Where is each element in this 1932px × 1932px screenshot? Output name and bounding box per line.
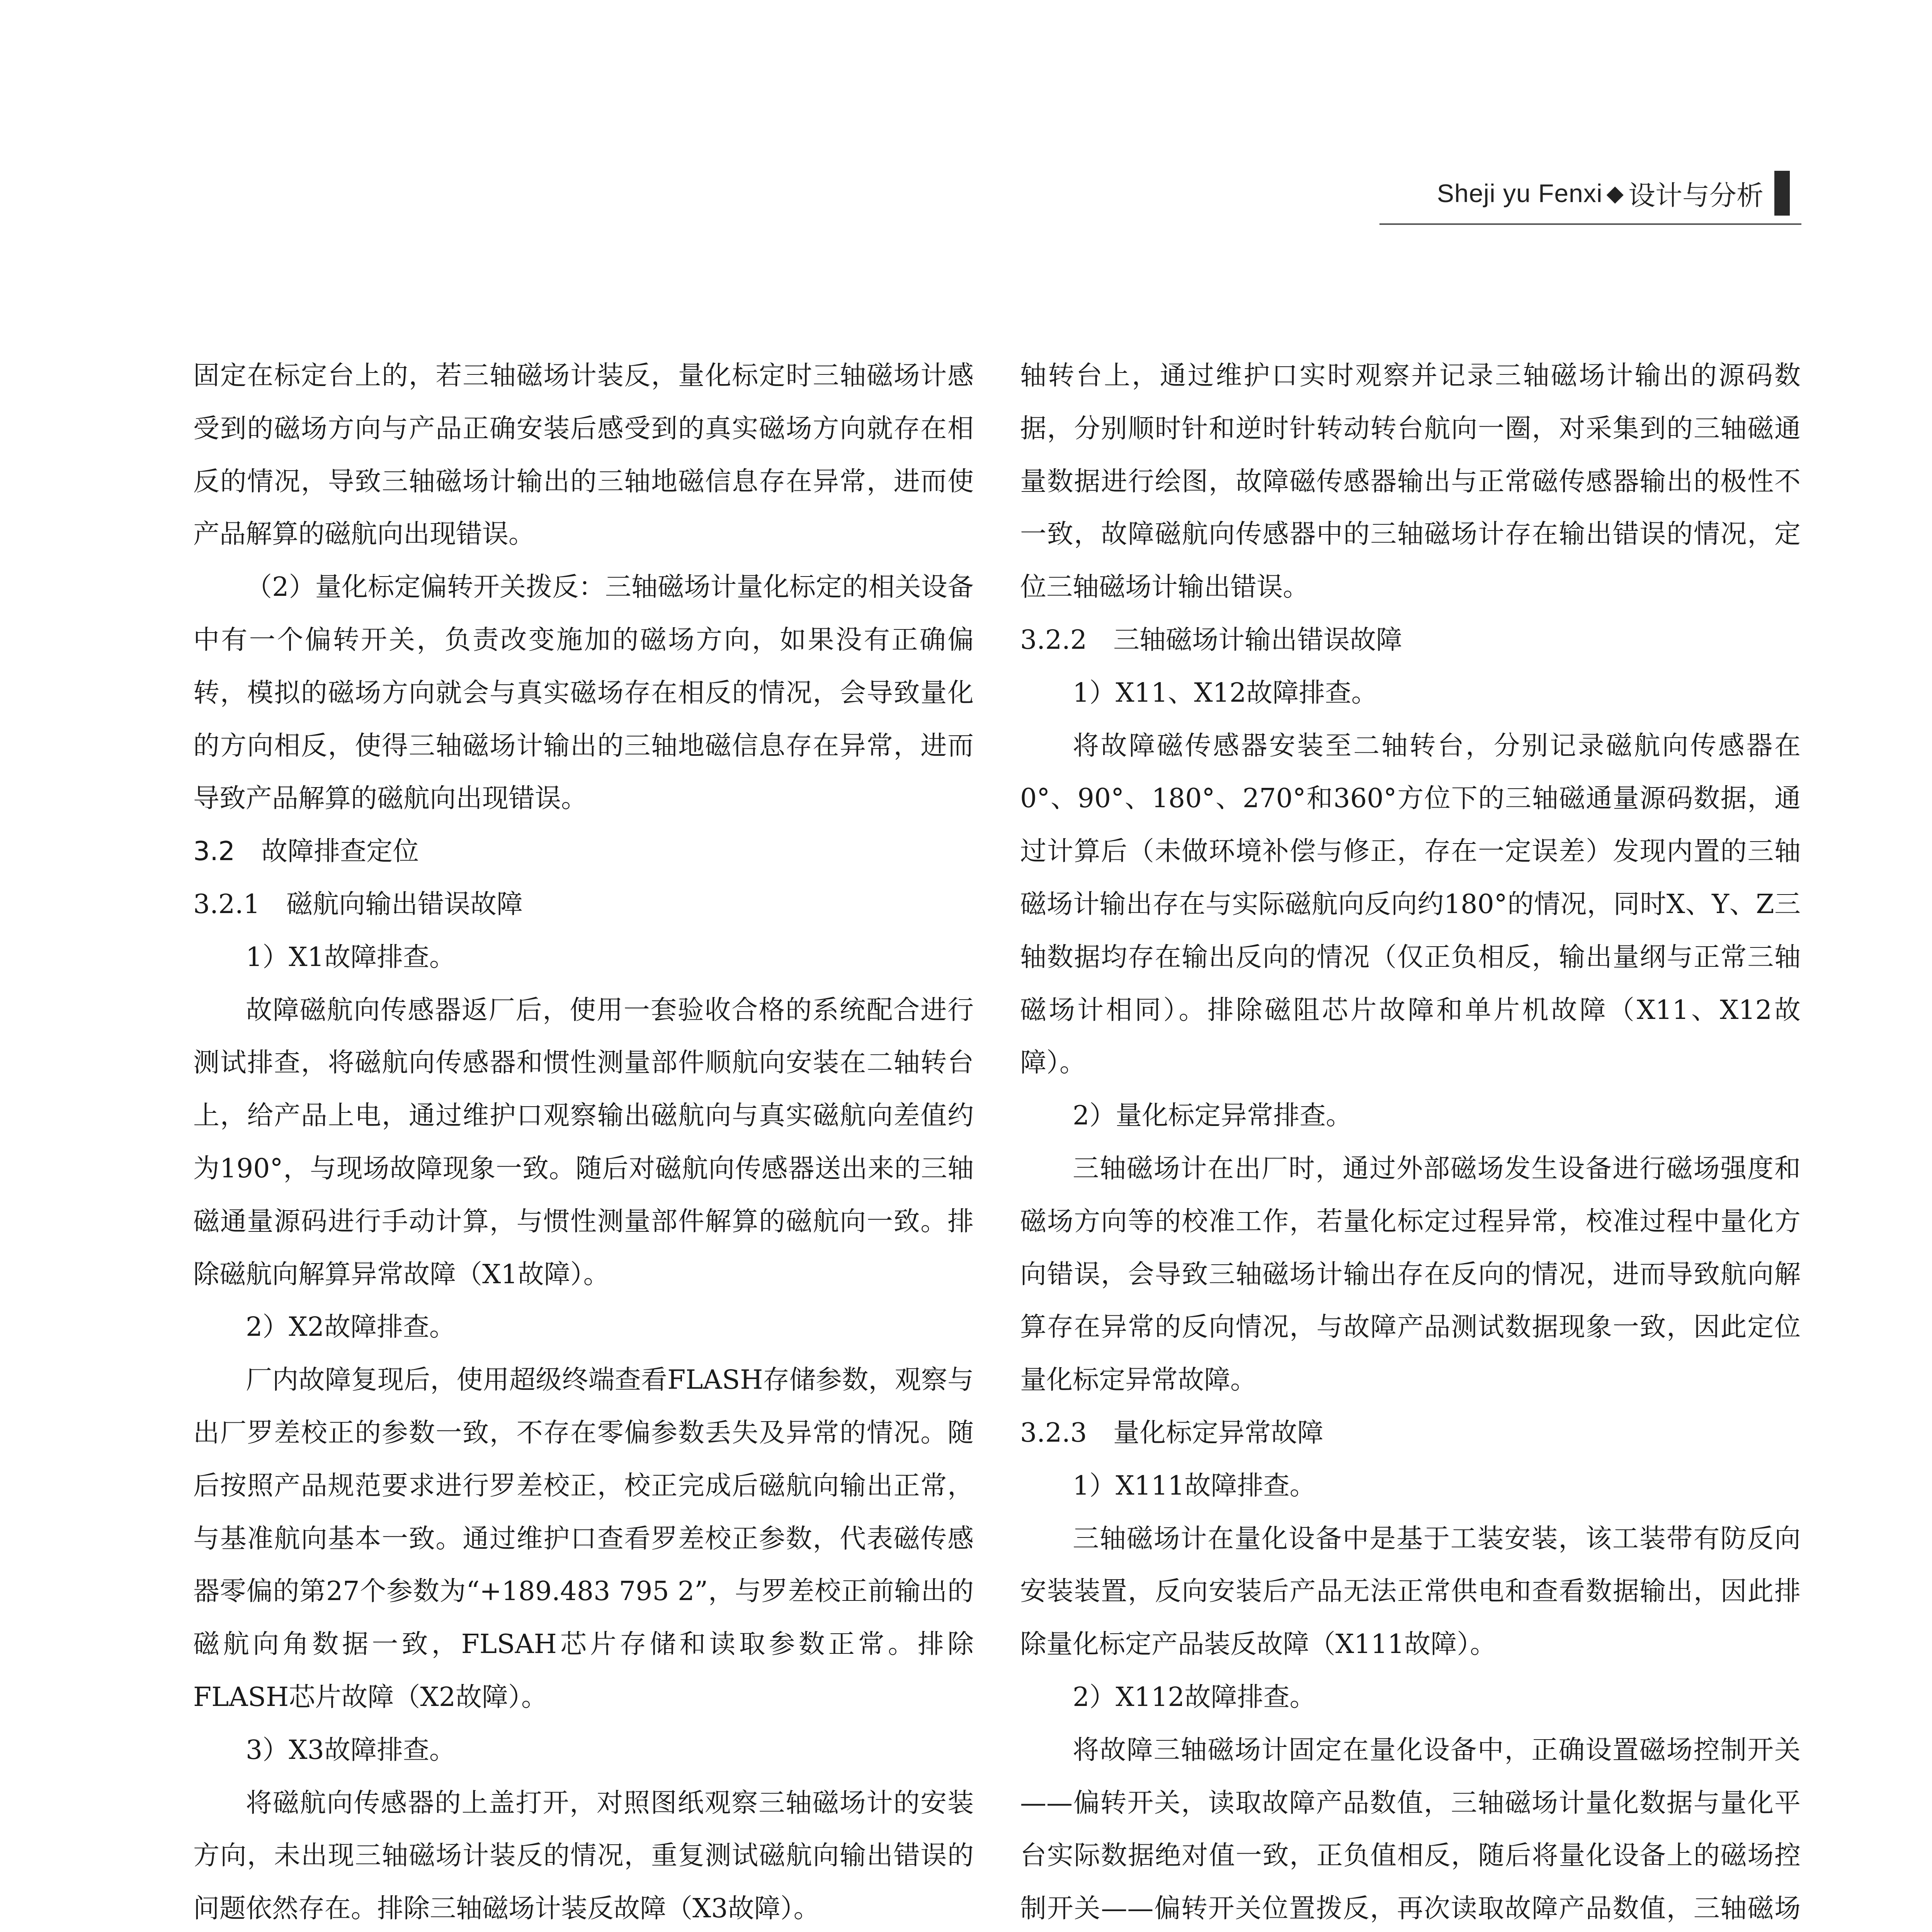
step-heading: 1）X1故障排查。 <box>246 942 456 973</box>
header-section-title: 设计与分析 <box>1628 179 1764 211</box>
step-heading: 2）X2故障排查。 <box>246 1312 456 1343</box>
subsection-heading: 3.2.2 三轴磁场计输出错误故障 <box>1020 624 1403 655</box>
header-bar <box>1774 171 1790 216</box>
header-latin-title: Sheji yu Fenxi <box>1437 179 1603 207</box>
paragraph: 故障磁航向传感器返厂后，使用一套验收合格的系统配合进行测试排查，将磁航向传感器和惯性测量部件顺航向安装在二轴转台上，给产品上电，通过维护口观察输出磁航向与真实磁航向差值约为190°，与现场故障现象一致。随后对磁航向传感器送出来的三轴磁通量源码进行手动计算，与惯性测量部件解算的磁航向一致。排除磁航向解算异常故障（X1故障）。 <box>193 995 974 1290</box>
right-column <box>1020 350 1801 1932</box>
paragraph: 三轴磁场计在量化设备中是基于工装安装，该工装带有防反向安装装置，反向安装后产品无法正常供电和查看数据输出，因此排除量化标定产品装反故障（X111故障）。 <box>1020 1523 1801 1660</box>
paragraph: 三轴磁场计在出厂时，通过外部磁场发生设备进行磁场强度和磁场方向等的校准工作，若量化标定过程异常，校准过程中量化方向错误，会导致三轴磁场计输出存在反向的情况，进而导致航向解算存在异常的反向情况，与故障产品测试数据现象一致，因此定位量化标定异常故障。 <box>1020 1153 1801 1396</box>
step-heading: 1）X111故障排查。 <box>1073 1470 1316 1501</box>
header-rule <box>1379 223 1801 225</box>
left-column <box>193 350 974 1932</box>
subsection-heading: 3.2.1 磁航向输出错误故障 <box>193 889 523 920</box>
running-header <box>1437 170 1790 216</box>
section-heading: 3.2 故障排查定位 <box>193 836 419 867</box>
paragraph: 厂内故障复现后，使用超级终端查看FLASH存储参数，观察与出厂罗差校正的参数一致，不存在零偏参数丢失及异常的情况。随后按照产品规范要求进行罗差校正，校正完成后磁航向输出正常，与基准航向基本一致。通过维护口查看罗差校正参数，代表磁传感器零偏的第27个参数为“+189.483 795 2”，与罗差校正前输出的磁航向角数据一致，FLSAH芯片存储和读取参数正常。排除FLASH芯片故障（X2故障）。 <box>193 1365 974 1713</box>
diamond-icon: ◆ <box>1606 181 1624 206</box>
paragraph: 轴转台上，通过维护口实时观察并记录三轴磁场计输出的源码数据，分别顺时针和逆时针转动转台航向一圈，对采集到的三轴磁通量数据进行绘图，故障磁传感器输出与正常磁传感器输出的极性不一致，故障磁航向传感器中的三轴磁场计存在输出错误的情况，定位三轴磁场计输出错误。 <box>1020 361 1801 603</box>
paragraph: （2）量化标定偏转开关拨反：三轴磁场计量化标定的相关设备中有一个偏转开关，负责改变施加的磁场方向，如果没有正确偏转，模拟的磁场方向就会与真实磁场存在相反的情况，会导致量化的方向相反，使得三轴磁场计输出的三轴地磁信息存在异常，进而导致产品解算的磁航向出现错误。 <box>193 572 974 814</box>
step-heading: 1）X11、X12故障排查。 <box>1073 677 1378 708</box>
paragraph: 将磁航向传感器的上盖打开，对照图纸观察三轴磁场计的安装方向，未出现三轴磁场计装反的情况，重复测试磁航向输出错误的问题依然存在。排除三轴磁场计装反故障（X3故障）。 <box>193 1787 974 1924</box>
step-heading: 2）X112故障排查。 <box>1073 1682 1316 1713</box>
paragraph: 将故障磁传感器安装至二轴转台，分别记录磁航向传感器在0°、90°、180°、270°和360°方位下的三轴磁通量源码数据，通过计算后（未做环境补偿与修正，存在一定误差）发现内置的三轴磁场计输出存在与实际磁航向反向约180°的情况，同时X、Y、Z三轴数据均存在输出反向的情况（仅正负相反，输出量纲与正常三轴磁场计相同）。排除磁阻芯片故障和单片机故障（X11、X12故障）。 <box>1020 730 1801 1078</box>
paragraph: 固定在标定台上的，若三轴磁场计装反，量化标定时三轴磁场计感受到的磁场方向与产品正确安装后感受到的真实磁场方向就存在相反的情况，导致三轴磁场计输出的三轴地磁信息存在异常，进而使产品解算的磁航向出现错误。 <box>193 361 974 550</box>
step-heading: 3）X3故障排查。 <box>246 1735 456 1765</box>
paragraph: 将故障三轴磁场计固定在量化设备中，正确设置磁场控制开关——偏转开关，读取故障产品数值，三轴磁场计量化数据与量化平台实际数据绝对值一致，正负值相反，随后将量化设备上的磁场控制开关——偏转开关位置拨反，再次读取故障产品数值，三轴磁场 <box>1020 1735 1801 1924</box>
step-heading: 2）量化标定异常排查。 <box>1073 1100 1352 1131</box>
subsection-heading: 3.2.3 量化标定异常故障 <box>1020 1417 1324 1448</box>
